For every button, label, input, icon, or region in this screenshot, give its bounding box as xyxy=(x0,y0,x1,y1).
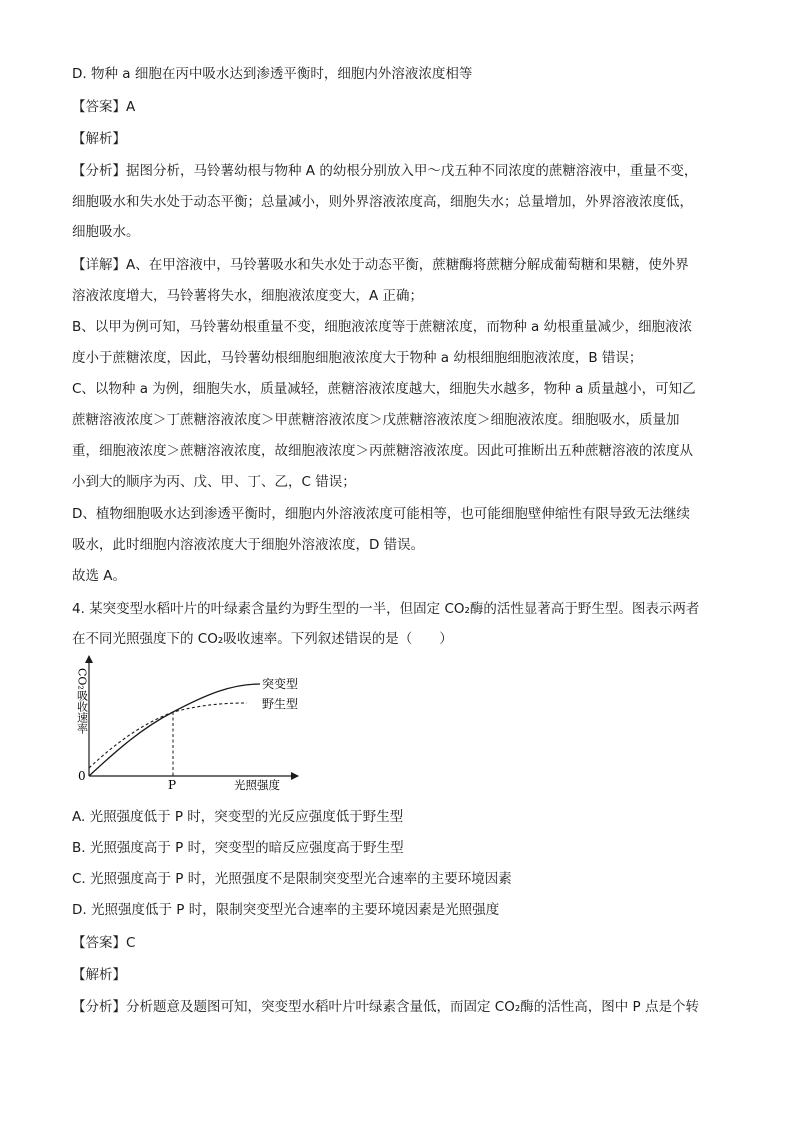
p-label: P xyxy=(168,778,177,792)
prev-fenxi-line-1: 【分析】据图分析，马铃薯幼根与物种 A 的幼根分别放入甲～戊五种不同浓度的蔗糖溶液中，重量不变， xyxy=(72,163,698,179)
mutant-curve xyxy=(89,684,260,776)
wild-type-label: 野生型 xyxy=(262,697,299,711)
q4-option-c: C. 光照强度高于 P 时，光照强度不是限制突变型光合速率的主要环境因素 xyxy=(72,871,512,887)
prev-detail-line-1: 【详解】A、在甲溶液中，马铃薯吸水和失水处于动态平衡，蔗糖酶将蔗糖分解成葡萄糖和果糖，使外界 xyxy=(72,257,689,273)
prev-answer: 【答案】A xyxy=(72,99,136,115)
y-axis-label: CO₂吸收速率 xyxy=(75,668,89,734)
x-axis-label: 光照强度 xyxy=(234,778,280,792)
q4-stem-line-2: 在不同光照强度下的 CO₂吸收速率。下列叙述错误的是（ ） xyxy=(72,631,453,647)
prev-detail-line-6: 蔗糖溶液浓度＞丁蔗糖溶液浓度＞甲蔗糖溶液浓度＞戊蔗糖溶液浓度＞细胞液浓度。细胞吸水，质量加 xyxy=(72,412,680,428)
prev-detail-line-3: B、以甲为例可知，马铃薯幼根重量不变，细胞液浓度等于蔗糖浓度，而物种 a 幼根重量减少，细胞液浓 xyxy=(72,319,693,335)
prev-conclusion: 故选 A。 xyxy=(72,568,127,584)
q4-analysis-label: 【解析】 xyxy=(72,967,126,983)
co2-absorption-graph xyxy=(72,650,312,800)
prev-detail-line-9: D、植物细胞吸水达到渗透平衡时，细胞内外溶液浓度可能相等，也可能细胞壁伸缩性有限导致无法继续 xyxy=(72,506,690,522)
prev-detail-line-8: 小到大的顺序为丙、戊、甲、丁、乙，C 错误； xyxy=(72,474,356,490)
prev-detail-line-5: C、以物种 a 为例，细胞失水，质量减轻，蔗糖溶液浓度越大，细胞失水越多，物种 a 质量越小，可知乙 xyxy=(72,381,696,397)
prev-fenxi-line-2: 细胞吸水和失水处于动态平衡；总量减小，则外界溶液浓度高，细胞失水；总量增加，外界溶液浓度低， xyxy=(72,194,693,210)
prev-detail-line-10: 吸水，此时细胞内溶液浓度大于细胞外溶液浓度，D 错误。 xyxy=(72,537,425,553)
origin-label: 0 xyxy=(78,769,86,783)
prev-analysis-label: 【解析】 xyxy=(72,131,126,147)
mutant-label: 突变型 xyxy=(262,677,299,691)
prev-option-d: D. 物种 a 细胞在丙中吸水达到渗透平衡时，细胞内外溶液浓度相等 xyxy=(72,66,473,82)
q4-fenxi-line-1: 【分析】分析题意及题图可知，突变型水稻叶片叶绿素含量低，而固定 CO₂酶的活性高，图中 P 点是个转 xyxy=(72,999,699,1015)
q4-stem-line-1: 4. 某突变型水稻叶片的叶绿素含量约为野生型的一半，但固定 CO₂酶的活性显著高于野生型。图表示两者 xyxy=(72,601,700,617)
prev-detail-line-2: 溶液浓度增大，马铃薯将失水，细胞液浓度变大，A 正确； xyxy=(72,288,424,304)
prev-detail-line-7: 重，细胞液浓度＞蔗糖溶液浓度，故细胞液浓度＞丙蔗糖溶液浓度。因此可推断出五种蔗糖溶液的浓度从 xyxy=(72,443,693,459)
q4-option-d: D. 光照强度低于 P 时，限制突变型光合速率的主要环境因素是光照强度 xyxy=(72,902,500,918)
q4-answer: 【答案】C xyxy=(72,935,136,951)
q4-option-b: B. 光照强度高于 P 时，突变型的暗反应强度高于野生型 xyxy=(72,840,404,856)
prev-fenxi-line-3: 细胞吸水。 xyxy=(72,224,140,240)
prev-detail-line-4: 度小于蔗糖浓度，因此，马铃薯幼根细胞细胞液浓度大于物种 a 幼根细胞细胞液浓度，B 错误； xyxy=(72,350,643,366)
q4-option-a: A. 光照强度低于 P 时，突变型的光反应强度低于野生型 xyxy=(72,809,404,825)
wild-type-curve xyxy=(89,703,247,768)
